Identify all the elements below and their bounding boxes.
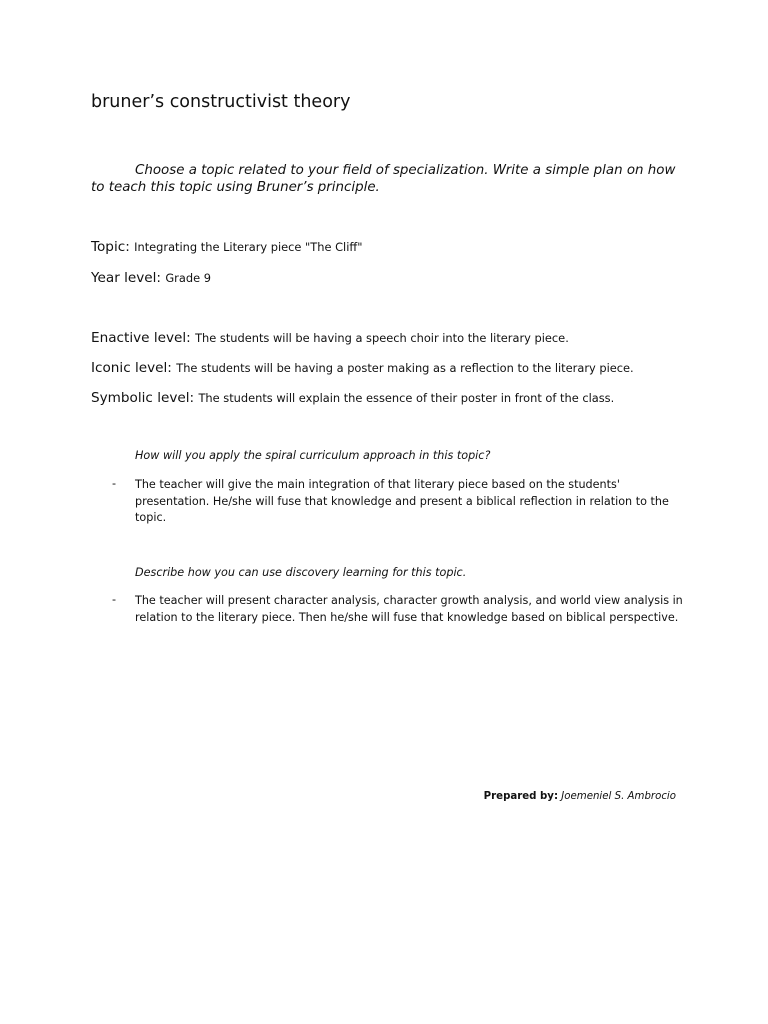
topic-value: Integrating the Literary piece "The Cliff" <box>134 240 363 254</box>
discovery-question: Describe how you can use discovery learning for this topic. <box>135 566 467 579</box>
symbolic-level-value: The students will explain the essence of their poster in front of the class. <box>198 391 615 405</box>
enactive-level-value: The students will be having a speech choir into the literary piece. <box>195 331 569 345</box>
iconic-level-value: The students will be having a poster making as a reflection to the literary piece. <box>176 361 634 375</box>
topic-label: Topic: <box>91 239 130 255</box>
topic-field <box>91 239 362 255</box>
prepared-by-label: Prepared by: <box>483 791 559 802</box>
instruction-paragraph: Choose a topic related to your field of specialization. Write a simple plan on how to teach this topic using Bruner’s principle. <box>91 163 676 195</box>
prepared-by <box>484 791 676 802</box>
year-level-label: Year level: <box>91 270 162 286</box>
prepared-by-name: Joemeniel S. Ambrocio <box>561 791 676 802</box>
document-title: bruner’s constructivist theory <box>91 92 351 112</box>
spiral-question: How will you apply the spiral curriculum approach in this topic? <box>135 449 491 462</box>
spiral-answer: The teacher will give the main integration of that literary piece based on the students' presentation. He/she will fuse that knowledge and present a biblical reflection in relation to the topic. <box>135 478 669 524</box>
symbolic-level-label: Symbolic level: <box>91 390 195 406</box>
iconic-level-field <box>91 360 634 376</box>
discovery-answer: The teacher will present character analysis, character growth analysis, and world view analysis in relation to the literary piece. Then he/she will fuse that knowledge based on biblical perspective. <box>135 594 683 624</box>
enactive-level-field <box>91 330 569 346</box>
symbolic-level-field <box>91 390 614 406</box>
year-level-field <box>91 270 211 286</box>
enactive-level-label: Enactive level: <box>91 330 191 346</box>
iconic-level-label: Iconic level: <box>91 360 172 376</box>
year-level-value: Grade 9 <box>165 271 211 285</box>
discovery-bullet: - <box>112 593 117 606</box>
spiral-bullet: - <box>112 477 117 490</box>
